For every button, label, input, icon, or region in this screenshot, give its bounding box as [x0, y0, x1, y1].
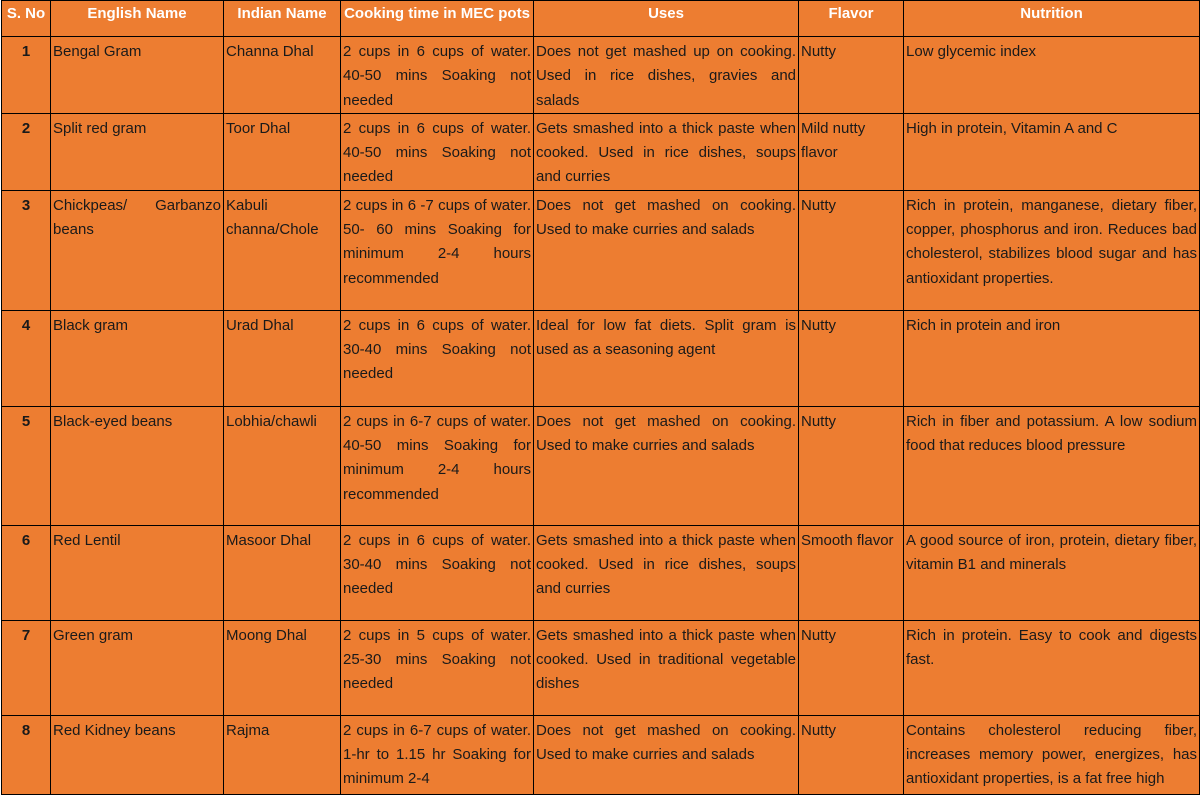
- cell-cooking-time: 2 cups in 6 cups of water. 40-50 mins Soaking not needed: [341, 113, 534, 190]
- cell-flavor: Nutty: [799, 620, 904, 715]
- table-body: [2, 37, 1200, 795]
- table-row: [2, 190, 1200, 310]
- cell-english-name: Chickpeas/ Garbanzo beans: [51, 190, 224, 310]
- cell-flavor: Nutty: [799, 190, 904, 310]
- table-row: [2, 310, 1200, 406]
- cell-english-name: Bengal Gram: [51, 37, 224, 114]
- cell-uses: Gets smashed into a thick paste when cooked. Used in rice dishes, soups and curries: [534, 113, 799, 190]
- cell-indian-name: Channa Dhal: [224, 37, 341, 114]
- cell-nutrition: Low glycemic index: [904, 37, 1200, 114]
- cell-nutrition: Rich in protein, manganese, dietary fiber, copper, phosphorus and iron. Reduces bad cholesterol, stabilizes blood sugar and has antioxidant properties.: [904, 190, 1200, 310]
- table-header: [2, 1, 1200, 37]
- cell-uses: Does not get mashed on cooking. Used to make curries and salads: [534, 715, 799, 794]
- cell-nutrition: Rich in protein. Easy to cook and digests fast.: [904, 620, 1200, 715]
- cell-cooking-time: 2 cups in 5 cups of water. 25-30 mins Soaking not needed: [341, 620, 534, 715]
- cell-english-name: Green gram: [51, 620, 224, 715]
- cell-english-name: Black gram: [51, 310, 224, 406]
- cell-sno: 5: [2, 406, 51, 525]
- cell-nutrition: Rich in protein and iron: [904, 310, 1200, 406]
- table-row: [2, 525, 1200, 620]
- cell-indian-name: Masoor Dhal: [224, 525, 341, 620]
- cell-cooking-time: 2 cups in 6 cups of water. 30-40 mins Soaking not needed: [341, 525, 534, 620]
- cell-nutrition: A good source of iron, protein, dietary fiber, vitamin B1 and minerals: [904, 525, 1200, 620]
- cell-sno: 6: [2, 525, 51, 620]
- cell-uses: Does not get mashed on cooking. Used to make curries and salads: [534, 406, 799, 525]
- cell-sno: 1: [2, 37, 51, 114]
- cell-english-name: Black-eyed beans: [51, 406, 224, 525]
- cell-english-name: Red Kidney beans: [51, 715, 224, 794]
- cell-sno: 4: [2, 310, 51, 406]
- cell-flavor: Smooth flavor: [799, 525, 904, 620]
- cell-cooking-time: 2 cups in 6-7 cups of water. 1-hr to 1.15 hr Soaking for minimum 2-4: [341, 715, 534, 794]
- cell-indian-name: Kabuli channa/Chole: [224, 190, 341, 310]
- cell-cooking-time: 2 cups in 6-7 cups of water. 40-50 mins Soaking for minimum 2-4 hours recommended: [341, 406, 534, 525]
- cell-sno: 7: [2, 620, 51, 715]
- cell-english-name: Split red gram: [51, 113, 224, 190]
- cell-flavor: Nutty: [799, 406, 904, 525]
- header-nutrition: Nutrition: [904, 1, 1200, 37]
- header-flavor: Flavor: [799, 1, 904, 37]
- table-row: [2, 113, 1200, 190]
- header-row: [2, 1, 1200, 37]
- table-row: [2, 37, 1200, 114]
- header-sno: S. No: [2, 1, 51, 37]
- cell-uses: Gets smashed into a thick paste when cooked. Used in rice dishes, soups and curries: [534, 525, 799, 620]
- cell-english-name: Red Lentil: [51, 525, 224, 620]
- cell-flavor: Nutty: [799, 310, 904, 406]
- table-row: [2, 715, 1200, 794]
- cell-nutrition: High in protein, Vitamin A and C: [904, 113, 1200, 190]
- table-row: [2, 406, 1200, 525]
- cell-flavor: Nutty: [799, 37, 904, 114]
- cell-sno: 8: [2, 715, 51, 794]
- cell-indian-name: Rajma: [224, 715, 341, 794]
- cell-uses: Ideal for low fat diets. Split gram is used as a seasoning agent: [534, 310, 799, 406]
- cell-indian-name: Toor Dhal: [224, 113, 341, 190]
- cell-indian-name: Moong Dhal: [224, 620, 341, 715]
- cell-indian-name: Urad Dhal: [224, 310, 341, 406]
- cell-cooking-time: 2 cups in 6 -7 cups of water. 50- 60 mins Soaking for minimum 2-4 hours recommended: [341, 190, 534, 310]
- cell-nutrition: Rich in fiber and potassium. A low sodium food that reduces blood pressure: [904, 406, 1200, 525]
- cell-cooking-time: 2 cups in 6 cups of water. 40-50 mins Soaking not needed: [341, 37, 534, 114]
- table-row: [2, 620, 1200, 715]
- cell-nutrition: Contains cholesterol reducing fiber, increases memory power, energizes, has antioxidant properties, is a fat free high: [904, 715, 1200, 794]
- header-english-name: English Name: [51, 1, 224, 37]
- cell-indian-name: Lobhia/chawli: [224, 406, 341, 525]
- cell-flavor: Mild nutty flavor: [799, 113, 904, 190]
- header-cooking-time: Cooking time in MEC pots: [341, 1, 534, 37]
- cell-uses: Does not get mashed on cooking. Used to make curries and salads: [534, 190, 799, 310]
- cell-flavor: Nutty: [799, 715, 904, 794]
- cell-sno: 3: [2, 190, 51, 310]
- cell-uses: Does not get mashed up on cooking. Used in rice dishes, gravies and salads: [534, 37, 799, 114]
- cell-sno: 2: [2, 113, 51, 190]
- legumes-table: [1, 0, 1200, 795]
- cell-uses: Gets smashed into a thick paste when cooked. Used in traditional vegetable dishes: [534, 620, 799, 715]
- header-uses: Uses: [534, 1, 799, 37]
- header-indian-name: Indian Name: [224, 1, 341, 37]
- cell-cooking-time: 2 cups in 6 cups of water. 30-40 mins Soaking not needed: [341, 310, 534, 406]
